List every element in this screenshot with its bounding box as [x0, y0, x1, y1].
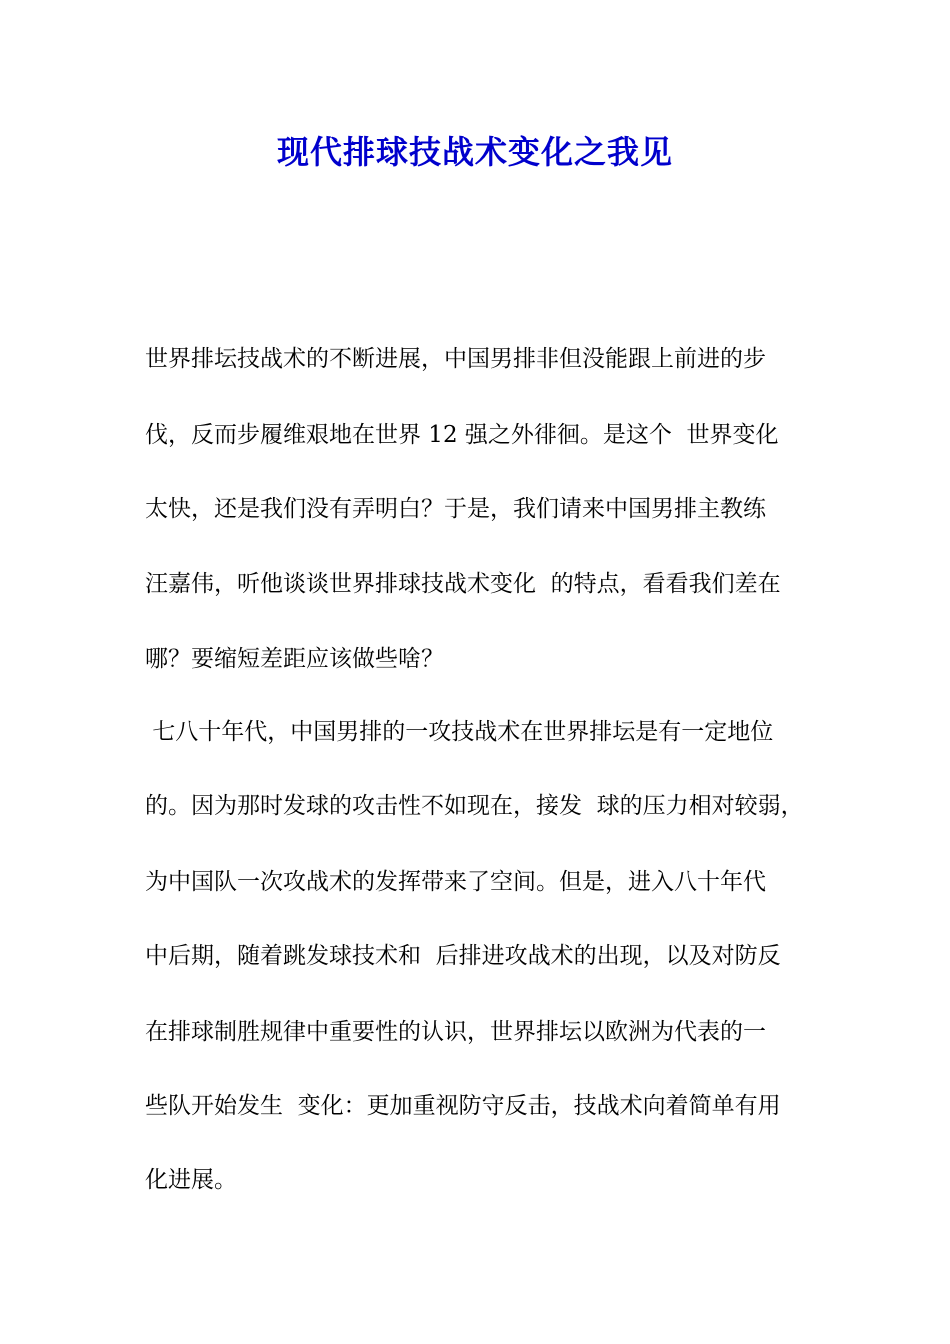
- document-title: 现代排球技战术变化之我见: [276, 133, 673, 171]
- paragraph-1-line-2: 伐，反而步履维艰地在世界 12 强之外徘徊。是这个 世界变化: [145, 422, 779, 448]
- paragraph-1-line-4: 汪嘉伟，听他谈谈世界排球技战术变化 的特点，看看我们差在: [145, 571, 781, 597]
- paragraph-2-line-7: 化进展。: [145, 1167, 237, 1193]
- paragraph-2-line-3: 为中国队一次攻战术的发挥带来了空间。但是，进入八十年代: [145, 869, 766, 895]
- paragraph-2-line-5: 在排球制胜规律中重要性的认识，世界排坛以欧洲为代表的一: [145, 1019, 766, 1045]
- paragraph-2-line-1: 七八十年代，中国男排的一攻技战术在世界排坛是有一定地位: [145, 719, 774, 745]
- paragraph-1-line-1: 世界排坛技战术的不断进展，中国男排非但没能跟上前进的步: [145, 346, 766, 372]
- paragraph-1-line-3: 太快，还是我们没有弄明白？于是，我们请来中国男排主教练: [145, 496, 766, 522]
- paragraph-2-line-4: 中后期，随着跳发球技术和 后排进攻战术的出现，以及对防反: [145, 943, 781, 969]
- paragraph-2-line-2: 的。因为那时发球的攻击性不如现在，接发 球的压力相对较弱，: [145, 793, 804, 819]
- paragraph-2-line-6: 些队开始发生 变化：更加重视防守反击，技战术向着简单有用: [145, 1093, 781, 1119]
- paragraph-1-line-5: 哪？要缩短差距应该做些啥？: [145, 646, 444, 672]
